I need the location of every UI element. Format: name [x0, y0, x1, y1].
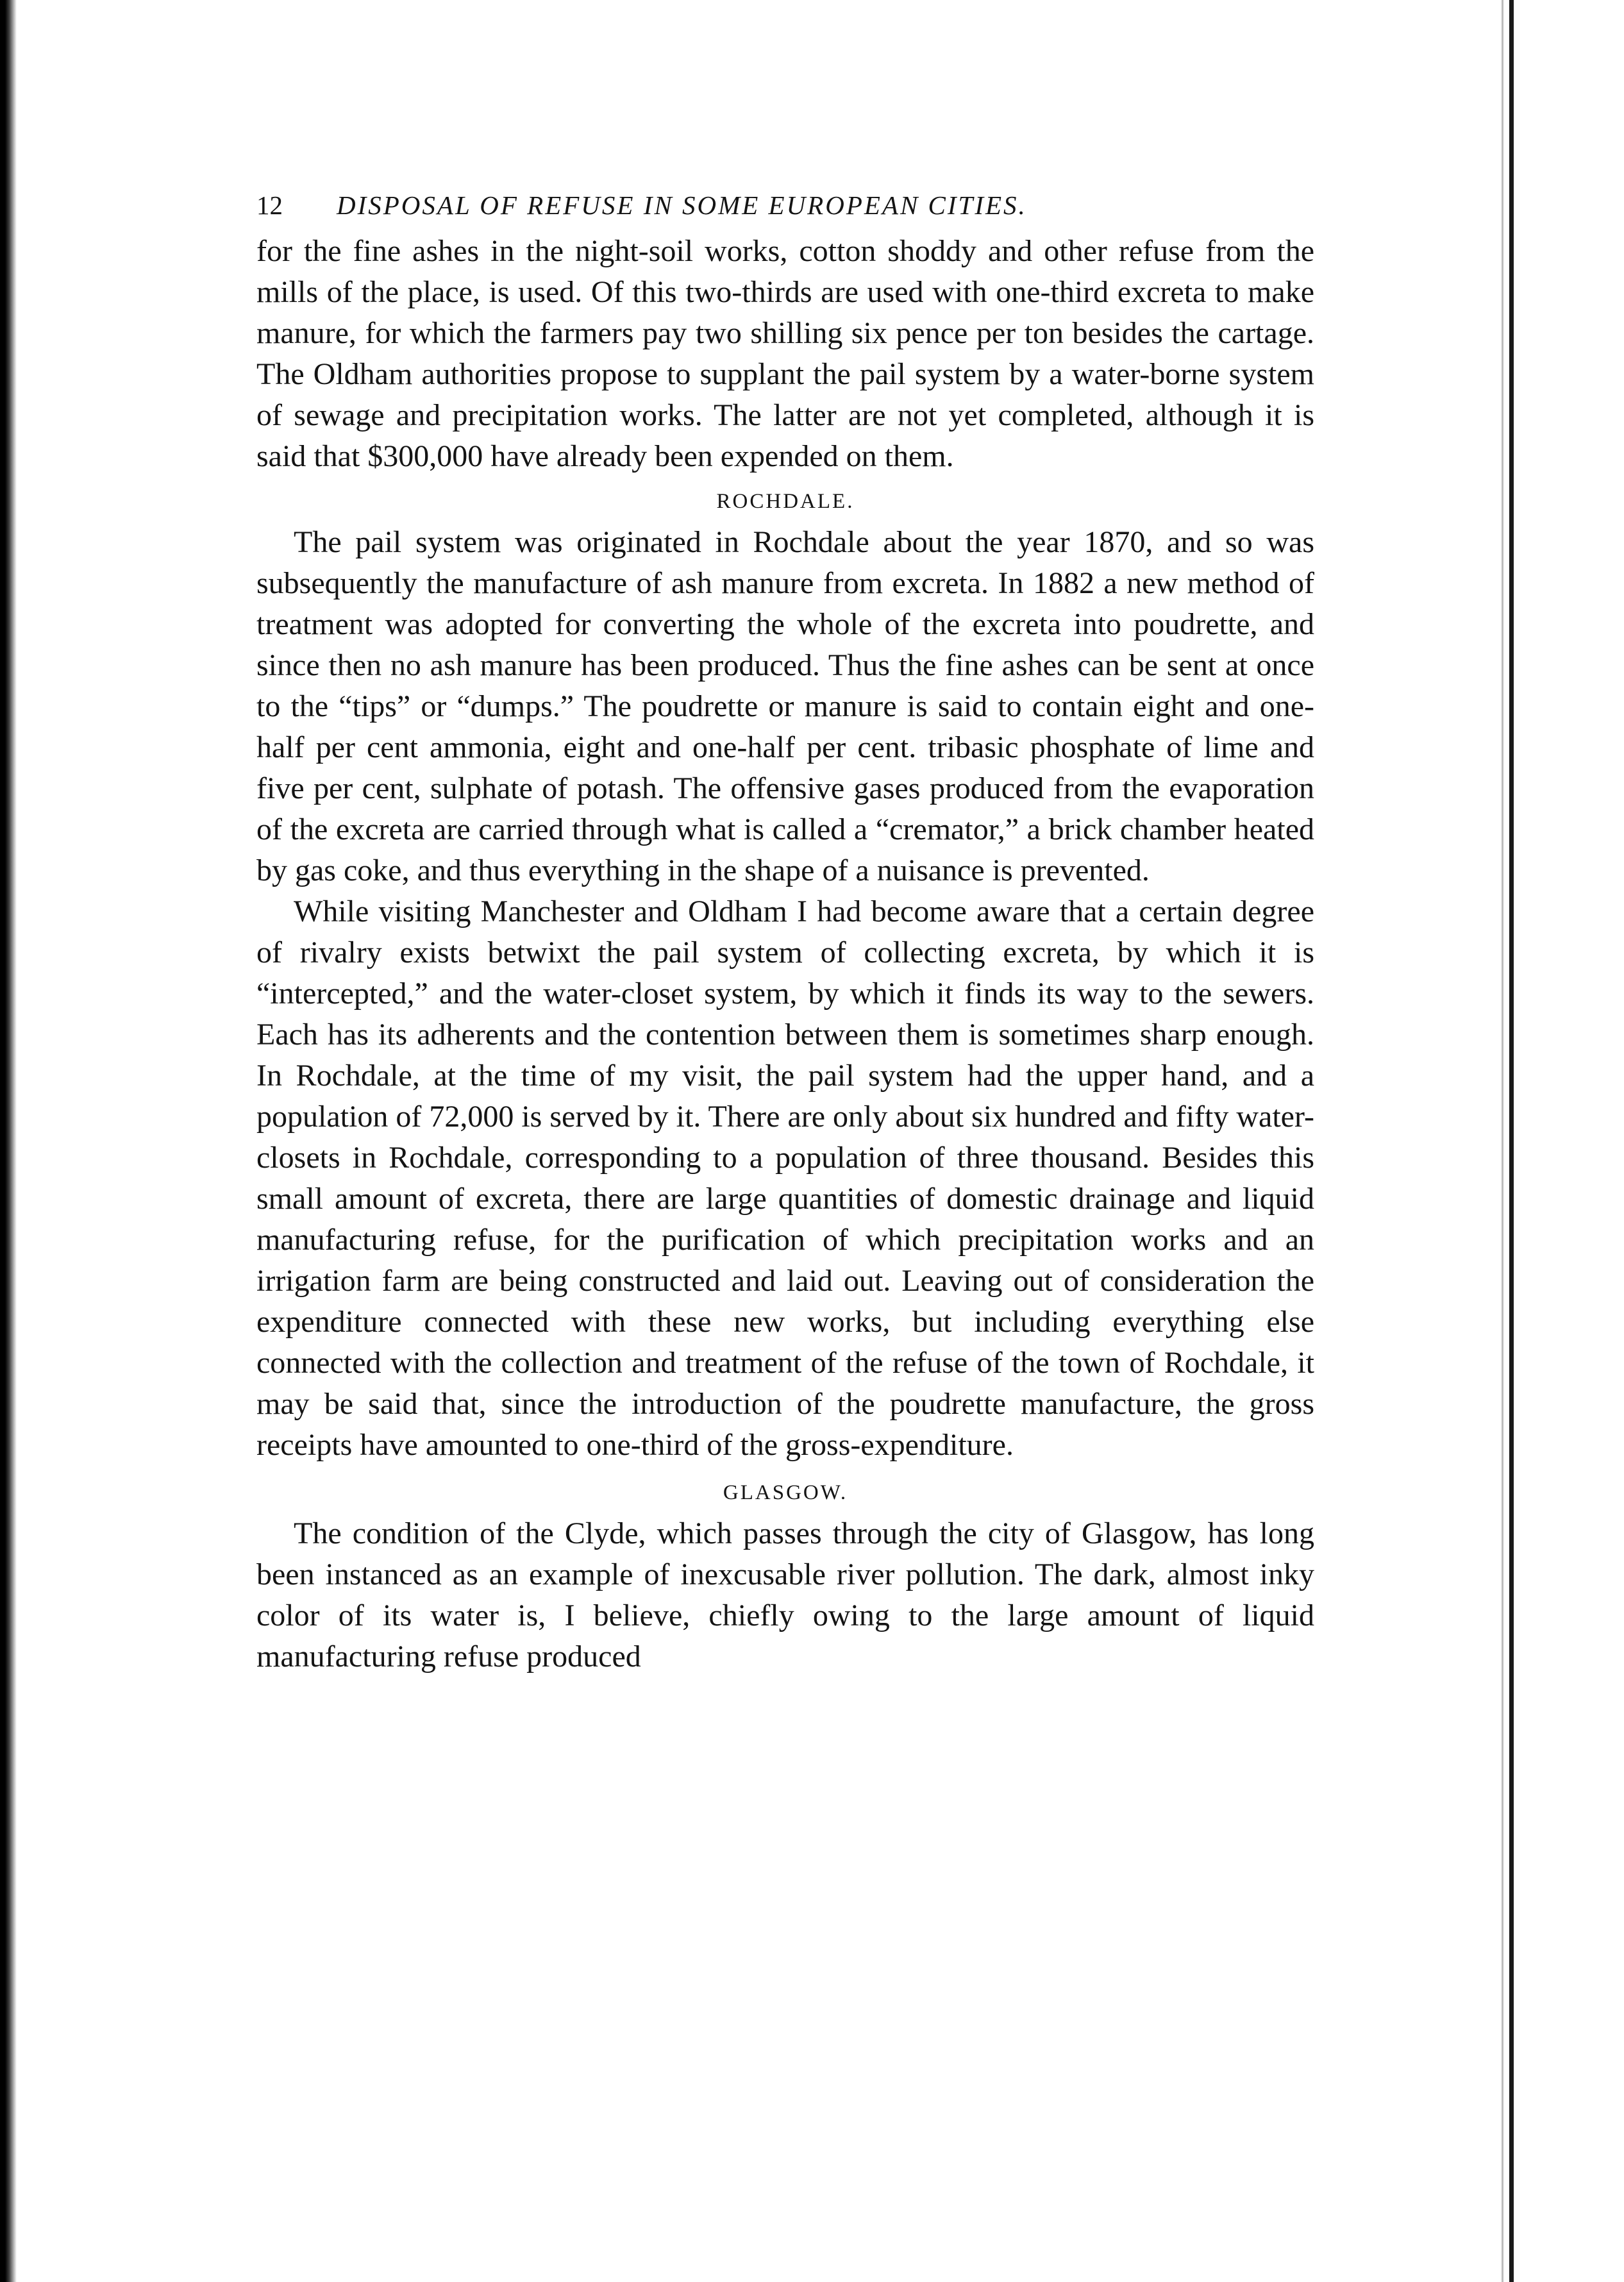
book-page	[256, 186, 1314, 1677]
paragraph-oldham-continued: for the fine ashes in the night-soil works, cotton shoddy and other refuse from the mills of the place, is used. Of this two-thirds are used with one-third excreta to make manure, for which the farmers pay two shilling six pence per ton besides the cartage. The Oldham authorities propose to supplant the pail system by a water-borne system of sewage and precipitation works. The latter are not yet completed, although it is said that $300,000 have already been expended on them.	[256, 234, 1314, 473]
section-heading-rochdale: ROCHDALE.	[716, 490, 855, 513]
running-title: DISPOSAL OF REFUSE IN SOME EUROPEAN CITIES.	[337, 190, 1027, 220]
section-heading-glasgow: GLASGOW.	[723, 1481, 848, 1504]
running-head	[256, 186, 1314, 231]
paragraph-rochdale-pail-system: The pail system was originated in Rochdale about the year 1870, and so was subsequently the manufacture of ash manure from excreta. In 1882 a new method of treatment was adopted for converting the whole of the excreta into poudrette, and since then no ash manure has been produced. Thus the fine ashes can be sent at once to the “tips” or “dumps.” The poudrette or manure is said to contain eight and one-half per cent ammonia, eight and one-half per cent. tribasic phosphate of lime and five per cent, sulphate of potash. The offensive gases produced from the evaporation of the excreta are carried through what is called a “cremator,” a brick chamber heated by gas coke, and thus everything in the shape of a nuisance is prevented.	[256, 525, 1314, 887]
scan-border-right	[1509, 0, 1514, 2282]
paragraph-rochdale-rivalry: While visiting Manchester and Oldham I had become aware that a certain degree of rivalry exists betwixt the pail system of collecting excreta, by which it is “intercepted,” and the water-closet system, by which it finds its way to the sewers. Each has its adherents and the contention between them is sometimes sharp enough. In Rochdale, at the time of my visit, the pail system had the upper hand, and a population of 72,000 is served by it. There are only about six hundred and fifty water-closets in Rochdale, corresponding to a population of three thousand. Besides this small amount of excreta, there are large quantities of domestic drainage and liquid manufacturing refuse, for the purification of which precipitation works and an irrigation farm are being constructed and laid out. Leaving out of consideration the expenditure connected with these new works, but including everything else connected with the collection and treatment of the refuse of the town of Rochdale, it may be said that, since the introduction of the poudrette manufacture, the gross receipts have amounted to one-third of the gross-expenditure.	[256, 894, 1314, 1462]
page-number: 12	[256, 190, 283, 220]
scan-border-left	[0, 0, 17, 2282]
paragraph-glasgow-clyde: The condition of the Clyde, which passes through the city of Glasgow, has long been instanced as an example of inexcusable river pollution. The dark, almost inky color of its water is, I believe, chiefly owing to the large amount of liquid manufacturing refuse produced	[256, 1516, 1314, 1674]
scan-border-right-inner	[1502, 0, 1503, 2282]
